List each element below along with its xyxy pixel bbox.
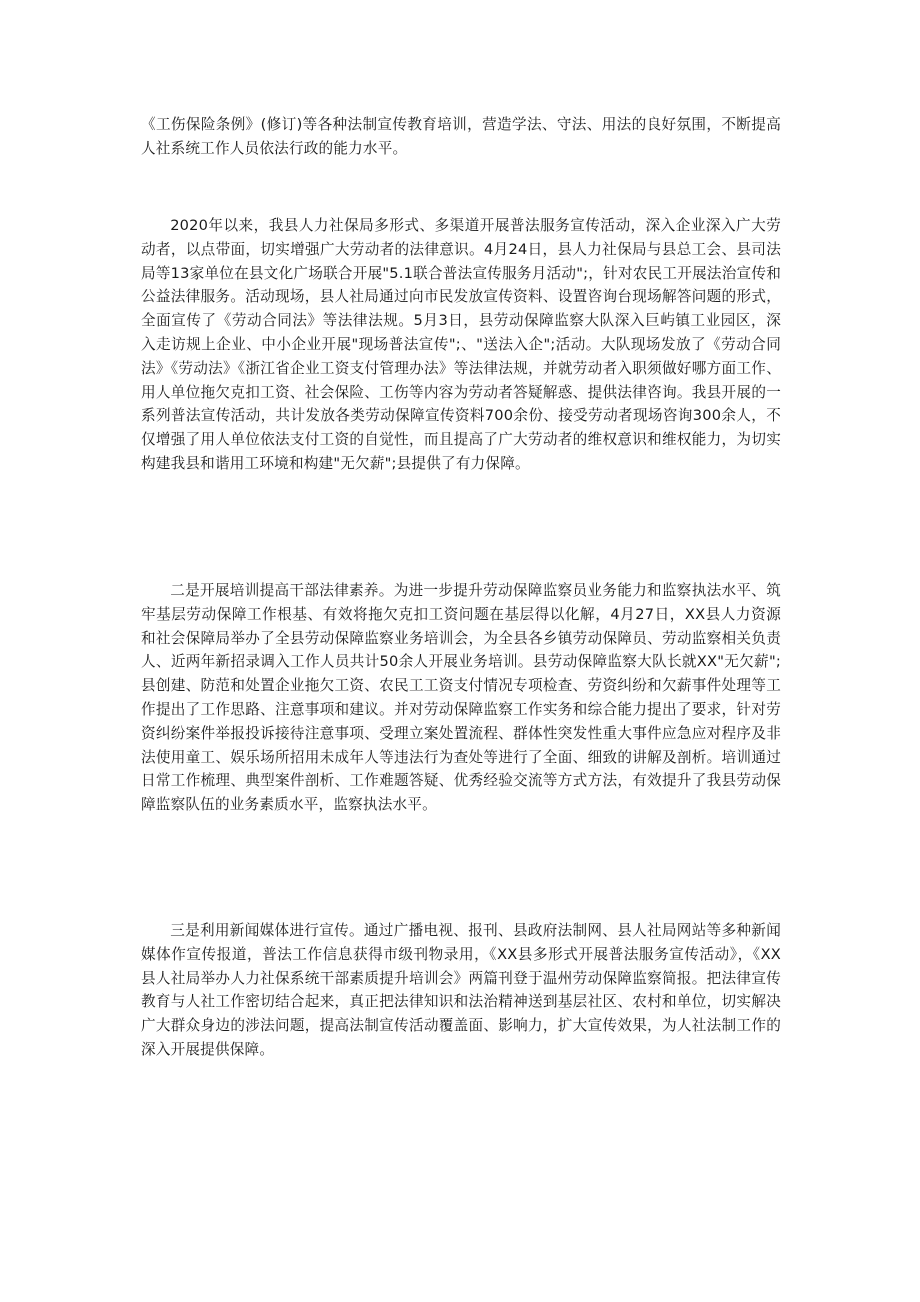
- paragraph-media-publicity: 三是利用新闻媒体进行宣传。通过广播电视、报刊、县政府法制网、县人社局网站等多种新闻媒体作宣传报道，普法工作信息获得市级刊物录用，《XX县多形式开展普法服务宣传活动》，《XX县人社局举办人力社保系统干部素质提升培训会》两篇刊登于温州劳动保障监察简报。把法律宣传教育与人社工作密切结合起来，真正把法律知识和法治精神送到基层社区、农村和单位，切实解决广大群众身边的涉法问题，提高法制宣传活动覆盖面、影响力，扩大宣传效果，为人社法制工作的深入开展提供保障。: [141, 922, 781, 1058]
- paragraph-2020-activities: 2020年以来，我县人力社保局多形式、多渠道开展普法服务宣传活动，深入企业深入广大劳动者，以点带面，切实增强广大劳动者的法律意识。4月24日，县人力社保局与县总工会、县司法局等13家单位在县文化广场联合开展"5.1联合普法宣传服务月活动";，针对农民工开展法治宣传和公益法律服务。活动现场，县人社局通过向市民发放宣传资料、设置咨询台现场解答问题的形式，全面宣传了《劳动合同法》等法律法规。5月3日，县劳动保障监察大队深入巨屿镇工业园区，深入走访规上企业、中小企业开展"现场普法宣传";、"送法入企";活动。大队现场发放了《劳动合同法》《劳动法》《浙江省企业工资支付管理办法》等法律法规，并就劳动者入职须做好哪方面工作、用人单位拖欠克扣工资、社会保险、工伤等内容为劳动者答疑解惑、提供法律咨询。我县开展的一系列普法宣传活动，共计发放各类劳动保障宣传资料700余份、接受劳动者现场咨询300余人，不仅增强了用人单位依法支付工资的自觉性，而且提高了广大劳动者的维权意识和维权能力，为切实构建我县和谐用工环境和构建"无欠薪";县提供了有力保障。: [141, 217, 781, 472]
- paragraph-continuation: 《工伤保险条例》(修订)等各种法制宣传教育培训，营造学法、守法、用法的良好氛围，不断提高人社系统工作人员依法行政的能力水平。: [141, 116, 781, 157]
- paragraph-training: 二是开展培训提高干部法律素养。为进一步提升劳动保障监察员业务能力和监察执法水平、筑牢基层劳动保障工作根基、有效将拖欠克扣工资问题在基层得以化解，4月27日，XX县人力资源和社会保障局举办了全县劳动保障监察业务培训会，为全县各乡镇劳动保障员、劳动监察相关负责人、近两年新招录调入工作人员共计50余人开展业务培训。县劳动保障监察大队长就XX"无欠薪";县创建、防范和处置企业拖欠工资、农民工工资支付情况专项检查、劳资纠纷和欠薪事件处理等工作提出了工作思路、注意事项和建议。并对劳动保障监察工作实务和综合能力提出了要求，针对劳资纠纷案件举报投诉接待注意事项、受理立案处置流程、群体性突发性重大事件应急应对程序及非法使用童工、娱乐场所招用未成年人等违法行为查处等进行了全面、细致的讲解及剖析。培训通过日常工作梳理、典型案件剖析、工作难题答疑、优秀经验交流等方式方法，有效提升了我县劳动保障监察队伍的业务素质水平，监察执法水平。: [141, 582, 781, 814]
